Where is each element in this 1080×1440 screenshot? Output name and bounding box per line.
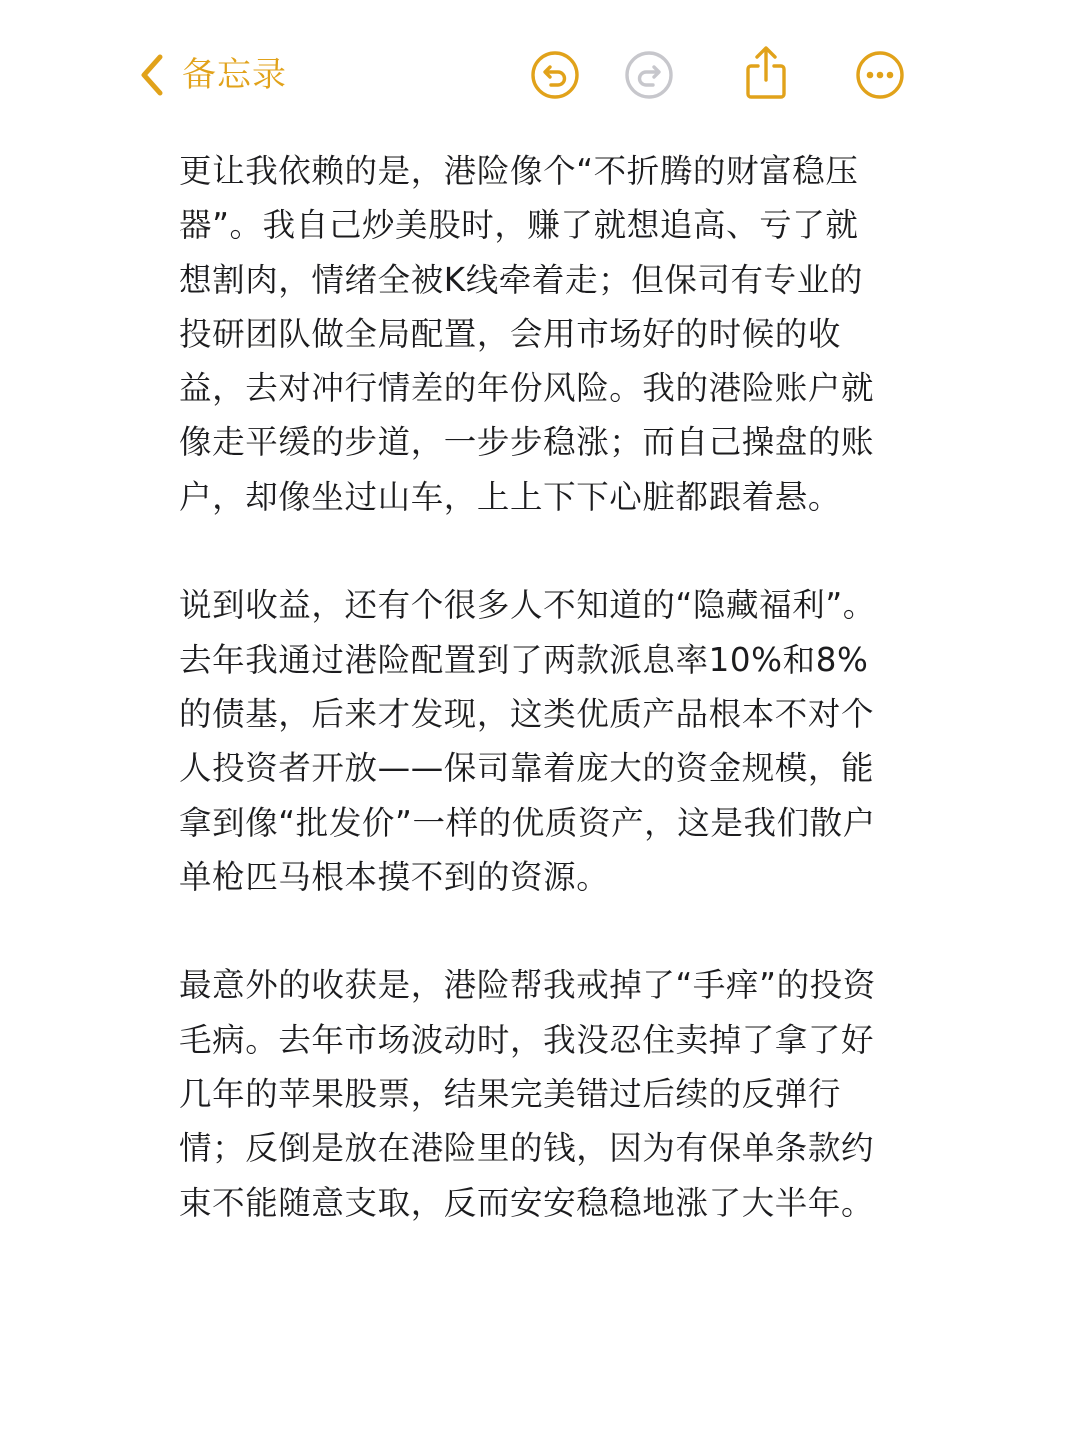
navigation-bar <box>0 0 1080 150</box>
back-button[interactable] <box>140 52 287 98</box>
share-button[interactable] <box>741 44 791 102</box>
redo-icon <box>624 50 674 100</box>
more-icon <box>855 50 905 100</box>
note-paragraph: 更让我依赖的是，港险像个“不折腾的财富稳压器”。我自己炒美股时，赚了就想追高、亏了就想割肉，情绪全被K线牵着走；但保司有专业的投研团队做全局配置，会用市场好的时候的收益，去对冲行情差的年份风险。我的港险账户就像走平缓的步道，一步步稳涨；而自己操盘的账户，却像坐过山车，上上下下心脏都跟着悬。 <box>179 152 875 516</box>
more-button[interactable] <box>855 50 905 100</box>
undo-button[interactable] <box>530 50 580 100</box>
back-label: 备忘录 <box>182 55 287 95</box>
note-paragraph: 说到收益，还有个很多人不知道的“隐藏福利”。去年我通过港险配置到了两款派息率10%和8%的债基，后来才发现，这类优质产品根本不对个人投资者开放——保司靠着庞大的资金规模，能拿到像“批发价”一样的优质资产，这是我们散户单枪匹马根本摸不到的资源。 <box>179 586 876 896</box>
redo-button[interactable] <box>624 50 674 100</box>
note-body[interactable] <box>179 144 899 1230</box>
undo-icon <box>530 50 580 100</box>
note-paragraph: 最意外的收获是，港险帮我戒掉了“手痒”的投资毛病。去年市场波动时，我没忍住卖掉了拿了好几年的苹果股票，结果完美错过后续的反弹行情；反倒是放在港险里的钱，因为有保单条款约束不能随意支取，反而安安稳稳地涨了大半年。 <box>179 966 876 1222</box>
share-icon <box>741 44 791 102</box>
chevron-left-icon <box>140 54 164 96</box>
